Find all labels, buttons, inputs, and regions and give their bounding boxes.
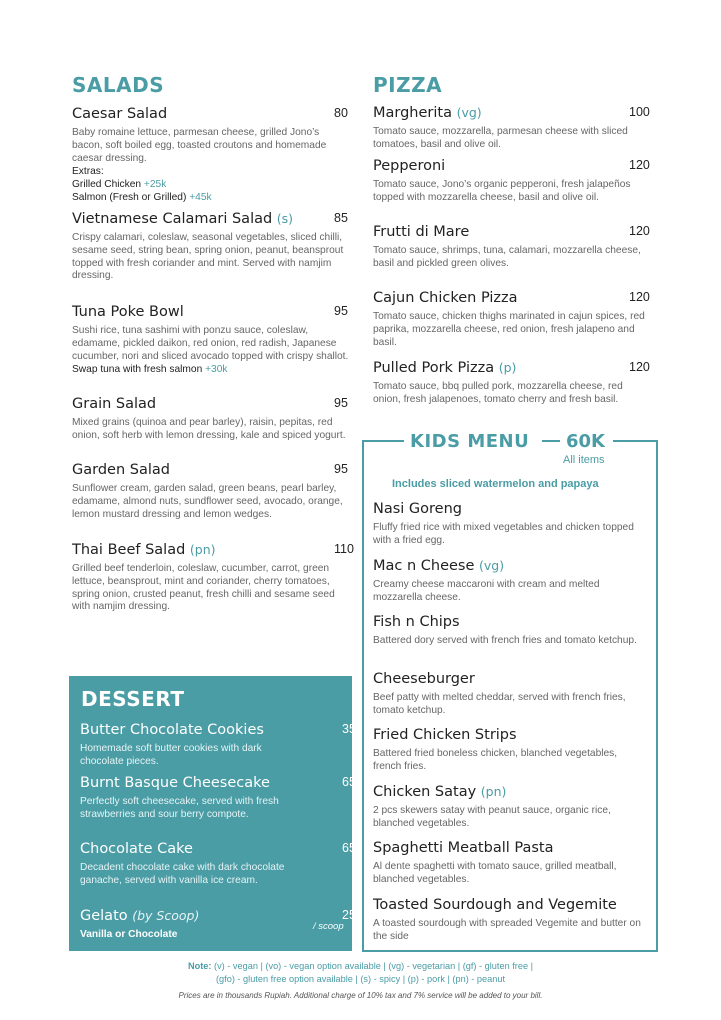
item-price-unit: / scoop bbox=[313, 921, 344, 932]
kids-item bbox=[373, 783, 653, 831]
kids-item bbox=[373, 839, 653, 887]
menu-item bbox=[373, 157, 649, 205]
item-desc: Beef patty with melted cheddar, served with french fries, tomato ketchup. bbox=[373, 692, 626, 716]
menu-item bbox=[72, 461, 352, 521]
menu-item bbox=[72, 541, 352, 614]
kids-item bbox=[373, 613, 653, 648]
item-price: 65 bbox=[342, 841, 356, 855]
note-line-1: (v) - vegan | (vo) - vegan option available | (vg) - vegetarian | (gf) - gluten free | bbox=[214, 961, 534, 971]
item-desc: Tomato sauce, Jono’s organic pepperoni, fresh jalapeños topped with mozzarella cheese, basil and olive oil. bbox=[373, 179, 631, 203]
item-name: Tuna Poke Bowl bbox=[72, 304, 184, 320]
pizza-title: PIZZA bbox=[373, 73, 443, 97]
item-name: Nasi Goreng bbox=[373, 501, 462, 517]
item-desc: Sunflower cream, garden salad, green beans, pearl barley, edamame, almond nuts, sundflower seed, avocado, orange, lemon mustard dressing and lemon wedges. bbox=[72, 483, 343, 520]
menu-item bbox=[373, 223, 649, 271]
kids-frame-top-mid bbox=[542, 440, 560, 442]
item-price: 120 bbox=[629, 360, 650, 374]
diet-tag: (pn) bbox=[189, 542, 216, 557]
item-price: 120 bbox=[629, 224, 650, 238]
price-footer: Prices are in thousands Rupiah. Additional charge of 10% tax and 7% service will be added to your bill. bbox=[178, 991, 543, 1000]
item-desc: Battered fried boneless chicken, blanched vegetables, french fries. bbox=[373, 748, 618, 772]
item-name: Cheeseburger bbox=[373, 671, 475, 687]
salads-title: SALADS bbox=[72, 73, 165, 97]
kids-frame-top-left bbox=[362, 440, 404, 442]
dessert-item bbox=[80, 774, 360, 822]
extra-option: Salmon (Fresh or Grilled) +45k bbox=[72, 192, 212, 204]
diet-tag: (p) bbox=[498, 360, 517, 375]
diet-tag: (pn) bbox=[480, 784, 507, 799]
item-desc: Al dente spaghetti with tomato sauce, grilled meatball, blanched vegetables. bbox=[373, 861, 617, 885]
item-desc: Homemade soft butter cookies with dark chocolate pieces. bbox=[80, 743, 262, 767]
item-name: Garden Salad bbox=[72, 462, 170, 478]
kids-menu-price: 60K bbox=[566, 431, 605, 452]
item-price: 35 bbox=[342, 722, 356, 736]
kids-item bbox=[373, 896, 653, 944]
extras-label: Extras: bbox=[72, 166, 104, 178]
menu-item bbox=[72, 105, 352, 204]
item-price: 100 bbox=[629, 105, 650, 119]
item-desc: Tomato sauce, shrimps, tuna, calamari, mozzarella cheese, basil and pickled green olives. bbox=[373, 245, 641, 269]
item-price: 80 bbox=[334, 106, 348, 120]
dessert-title: DESSERT bbox=[81, 687, 185, 711]
item-desc: Tomato sauce, chicken thighs marinated in cajun spices, red paprika, mozzarella cheese, red onion, fresh jalapeno and basil. bbox=[373, 311, 645, 348]
item-name: Chicken Satay (pn) bbox=[373, 784, 507, 800]
item-name: Margherita (vg) bbox=[373, 105, 482, 121]
menu-item bbox=[72, 303, 352, 376]
item-price: 65 bbox=[342, 775, 356, 789]
dessert-panel bbox=[69, 676, 356, 951]
kids-includes-note: Includes sliced watermelon and papaya bbox=[392, 478, 599, 490]
menu-item bbox=[373, 289, 649, 349]
item-desc: Baby romaine lettuce, parmesan cheese, grilled Jono’s bacon, soft boiled egg, toasted croutons and homemade caesar dressing. bbox=[72, 127, 327, 164]
item-desc: Creamy cheese maccaroni with cream and melted mozzarella cheese. bbox=[373, 579, 600, 603]
item-name: Gelato (by Scoop) bbox=[80, 908, 200, 924]
item-name: Fish n Chips bbox=[373, 614, 460, 630]
item-desc: Decadent chocolate cake with dark chocolate ganache, served with vanilla ice cream. bbox=[80, 862, 285, 886]
item-name: Burnt Basque Cheesecake bbox=[80, 775, 270, 791]
item-desc: Battered dory served with french fries and tomato ketchup. bbox=[373, 635, 637, 646]
dessert-item bbox=[80, 840, 360, 888]
kids-item bbox=[373, 500, 653, 548]
item-name: Vietnamese Calamari Salad (s) bbox=[72, 211, 294, 227]
serving-tag: (by Scoop) bbox=[132, 908, 200, 923]
item-desc: Tomato sauce, bbq pulled pork, mozzarella cheese, red onion, fresh jalapenoes, tomato cherry and fresh basil. bbox=[373, 381, 623, 405]
item-price: 25 bbox=[342, 908, 356, 922]
item-desc: Mixed grains (quinoa and pear barley), raisin, pepitas, red onion, soft herb with lemon dressing, kale and spiced yogurt. bbox=[72, 417, 346, 441]
item-desc: Vanilla or Chocolate bbox=[80, 929, 178, 940]
item-desc: Tomato sauce, mozzarella, parmesan cheese with sliced tomatoes, basil and olive oil. bbox=[373, 126, 628, 150]
menu-item bbox=[373, 104, 649, 152]
item-desc: Crispy calamari, coleslaw, seasonal vegetables, sliced chilli, sesame seed, string bean, spring onion, peanut, beansprout topped with fresh coriander and mint. Served with namjim dressing. bbox=[72, 232, 344, 282]
diet-tag: (vg) bbox=[479, 558, 505, 573]
item-desc: 2 pcs skewers satay with peanut sauce, organic rice, blanched vegetables. bbox=[373, 805, 611, 829]
item-name: Pulled Pork Pizza (p) bbox=[373, 360, 517, 376]
swap-option: Swap tuna with fresh salmon +30k bbox=[72, 364, 228, 376]
item-price: 120 bbox=[629, 158, 650, 172]
item-name: Thai Beef Salad (pn) bbox=[72, 542, 216, 558]
item-price: 95 bbox=[334, 462, 348, 476]
note-label: Note: bbox=[187, 961, 212, 971]
extra-option: Grilled Chicken +25k bbox=[72, 179, 167, 191]
diet-tag: (vg) bbox=[456, 105, 482, 120]
item-price: 95 bbox=[334, 304, 348, 318]
item-name: Pepperoni bbox=[373, 158, 446, 174]
dessert-item bbox=[80, 907, 360, 942]
item-desc: Grilled beef tenderloin, coleslaw, cucumber, carrot, green lettuce, beansprout, mint and coriander, cherry tomatoes, spring onion, crusted peanut, fresh chilli and sesame seed with namjim dressing. bbox=[72, 563, 335, 613]
kids-menu-title: KIDS MENU bbox=[410, 431, 530, 452]
dessert-item bbox=[80, 721, 360, 769]
kids-item bbox=[373, 557, 653, 605]
menu-item bbox=[373, 359, 649, 407]
kids-frame-top-right bbox=[613, 440, 656, 442]
item-name: Chocolate Cake bbox=[80, 841, 193, 857]
item-name: Fried Chicken Strips bbox=[373, 727, 517, 743]
item-name: Cajun Chicken Pizza bbox=[373, 290, 518, 306]
item-name: Butter Chocolate Cookies bbox=[80, 722, 264, 738]
item-name: Mac n Cheese (vg) bbox=[373, 558, 505, 574]
item-desc: Fluffy fried rice with mixed vegetables and chicken topped with a fried egg. bbox=[373, 522, 634, 546]
item-name: Toasted Sourdough and Vegemite bbox=[373, 897, 617, 913]
kids-item bbox=[373, 670, 653, 718]
kids-price-note: All items bbox=[563, 454, 605, 466]
item-price: 110 bbox=[334, 542, 354, 556]
item-price: 85 bbox=[334, 211, 348, 225]
item-desc: Perfectly soft cheesecake, served with fresh strawberries and sour berry compote. bbox=[80, 796, 279, 820]
item-name: Caesar Salad bbox=[72, 106, 168, 122]
item-price: 95 bbox=[334, 396, 348, 410]
item-desc: A toasted sourdough with spreaded Vegemite and butter on the side bbox=[373, 918, 641, 942]
note-line-2: (gfo) - gluten free option available | (s) - spicy | (p) - pork | (pn) - peanut bbox=[215, 974, 506, 984]
item-name: Spaghetti Meatball Pasta bbox=[373, 840, 554, 856]
menu-item bbox=[72, 210, 352, 283]
item-desc: Sushi rice, tuna sashimi with ponzu sauce, coleslaw, edamame, pickled daikon, red onion, red radish, Japanese cucumber, nori and sliced avocado topped with crispy shallot. bbox=[72, 325, 349, 362]
diet-tag: (s) bbox=[276, 211, 294, 226]
item-price: 120 bbox=[629, 290, 650, 304]
item-name: Grain Salad bbox=[72, 396, 157, 412]
menu-item bbox=[72, 395, 352, 443]
item-name: Frutti di Mare bbox=[373, 224, 470, 240]
dietary-note bbox=[0, 960, 721, 986]
kids-item bbox=[373, 726, 653, 774]
